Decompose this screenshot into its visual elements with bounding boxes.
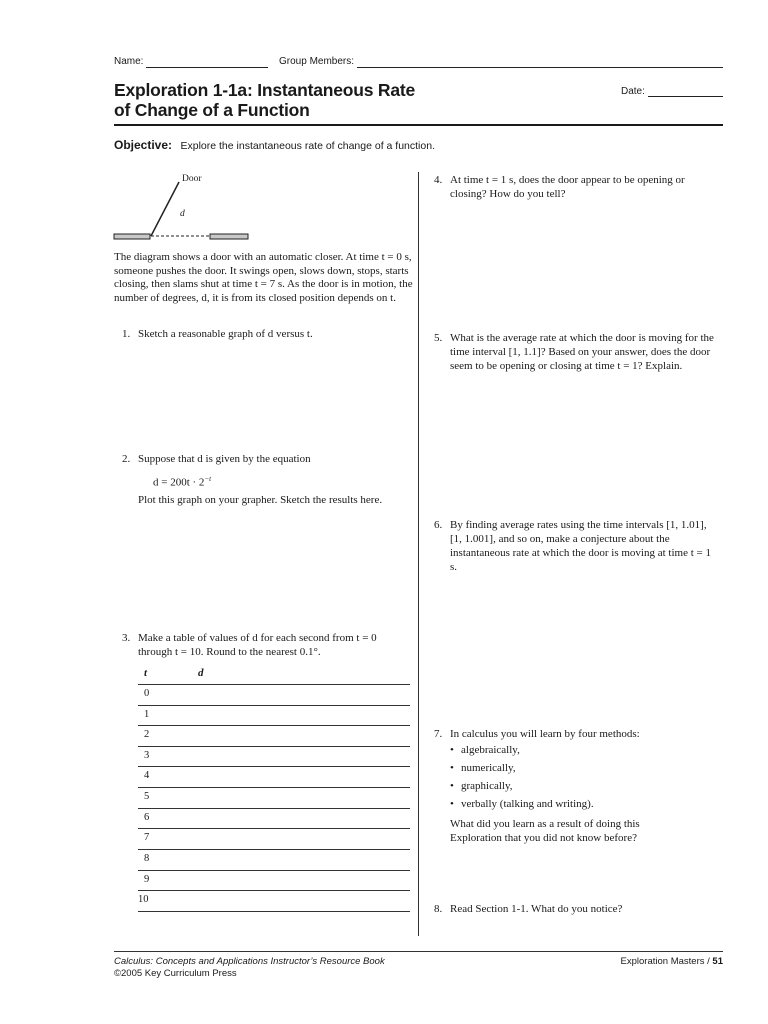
name-field[interactable] xyxy=(146,67,268,68)
table-cell-t: 6 xyxy=(144,812,150,823)
footer-section: Exploration Masters / xyxy=(620,956,710,967)
q2-equation-base: d = 200t · 2 xyxy=(153,476,205,489)
q6-text: By finding average rates using the time intervals [1, 1.01], [1, 1.001], and so on, make a conjecture about the instantaneous rate at which the door is moving at time t = 1 s. xyxy=(450,519,711,573)
table-cell-t: 3 xyxy=(144,750,150,761)
table-cell-t: 2 xyxy=(144,729,150,740)
q7-text: In calculus you will learn by four methods: xyxy=(450,728,640,740)
q2-text-2: Plot this graph on your grapher. Sketch the results here. xyxy=(138,494,383,506)
q4-text: At time t = 1 s, does the door appear to be opening or closing? How do you tell? xyxy=(450,174,685,200)
wall-right xyxy=(210,234,248,239)
table-row xyxy=(138,890,410,910)
table-row xyxy=(138,787,410,807)
q7-number: 7. xyxy=(434,728,443,740)
table-header-t: t xyxy=(144,667,148,679)
column-divider xyxy=(418,172,419,936)
table-row xyxy=(138,808,410,828)
table-row xyxy=(138,684,410,704)
objective-text: Explore the instantaneous rate of change of a function. xyxy=(180,140,435,152)
list-item: • graphically, xyxy=(450,777,594,795)
q2-equation-exponent: −t xyxy=(204,475,212,483)
q3-text: Make a table of values of d for each second from t = 0 through t = 10. Round to the nearest 0.1°. xyxy=(138,632,377,658)
table-cell-t: 1 xyxy=(144,709,150,720)
q2-equation xyxy=(153,472,211,490)
table-header-d: d xyxy=(198,667,204,679)
title-line-1: Exploration 1-1a: Instantaneous Rate xyxy=(114,80,416,100)
angle-label: d xyxy=(180,209,185,219)
table-cell-t: 9 xyxy=(144,874,150,885)
list-item: • verbally (talking and writing). xyxy=(450,795,594,813)
footer-left xyxy=(114,956,385,980)
q1-text: Sketch a reasonable graph of d versus t. xyxy=(138,328,313,340)
title-rule xyxy=(114,124,723,126)
footer-copyright: ©2005 Key Curriculum Press xyxy=(114,968,237,979)
q4-number: 4. xyxy=(434,174,443,186)
door-line xyxy=(151,182,179,236)
q3-number: 3. xyxy=(122,632,131,644)
footer-rule xyxy=(114,951,723,952)
name-label: Name: xyxy=(114,56,144,67)
table-row xyxy=(138,849,410,869)
table-row xyxy=(138,828,410,848)
objective xyxy=(114,136,435,154)
table-row xyxy=(138,766,410,786)
q5-text: What is the average rate at which the door is moving for the time interval [1, 1.1]? Based on your answer, does the door seem to be opening or closing at time t = 1? Explain. xyxy=(450,332,714,372)
table-row xyxy=(138,705,410,725)
list-item: • algebraically, xyxy=(450,741,594,759)
table-cell-t: 10 xyxy=(138,894,149,905)
q2-text: Suppose that d is given by the equation xyxy=(138,453,311,465)
q6-number: 6. xyxy=(434,519,443,531)
group-members-field[interactable] xyxy=(357,67,723,68)
date-field[interactable] xyxy=(648,96,723,97)
wall-left xyxy=(114,234,150,239)
q7-text-2: What did you learn as a result of doing this Exploration that you did not know before? xyxy=(450,818,640,844)
q8-text: Read Section 1-1. What do you notice? xyxy=(450,903,623,915)
page-number: 51 xyxy=(712,956,723,967)
q7-method-list xyxy=(450,741,594,813)
table-row xyxy=(138,870,410,890)
table-cell-t: 8 xyxy=(144,853,150,864)
table-row xyxy=(138,725,410,745)
q1-number: 1. xyxy=(122,328,131,340)
q8-number: 8. xyxy=(434,903,443,915)
q5-number: 5. xyxy=(434,332,443,344)
q2-number: 2. xyxy=(122,453,131,465)
page-title xyxy=(114,80,415,120)
table-cell-t: 7 xyxy=(144,832,150,843)
objective-label: Objective: xyxy=(114,138,173,152)
intro-paragraph: The diagram shows a door with an automatic closer. At time t = 0 s, someone pushes the door. It swings open, slows down, stops, starts closing, then slams shut at time t = 7 s. As the door is in motion, the number of degrees, d, it is from its closed position depends on t. xyxy=(114,251,413,304)
door-label: Door xyxy=(182,174,202,184)
table-row xyxy=(138,746,410,766)
table-rule xyxy=(138,911,410,912)
table-cell-t: 0 xyxy=(144,688,150,699)
footer-right xyxy=(621,956,723,968)
date-label: Date: xyxy=(621,86,645,97)
list-item: • numerically, xyxy=(450,759,594,777)
table-cell-t: 4 xyxy=(144,770,150,781)
title-line-2: of Change of a Function xyxy=(114,100,310,120)
footer-book-title: Calculus: Concepts and Applications Instructor’s Resource Book xyxy=(114,956,385,967)
table-cell-t: 5 xyxy=(144,791,150,802)
group-members-label: Group Members: xyxy=(279,56,355,67)
